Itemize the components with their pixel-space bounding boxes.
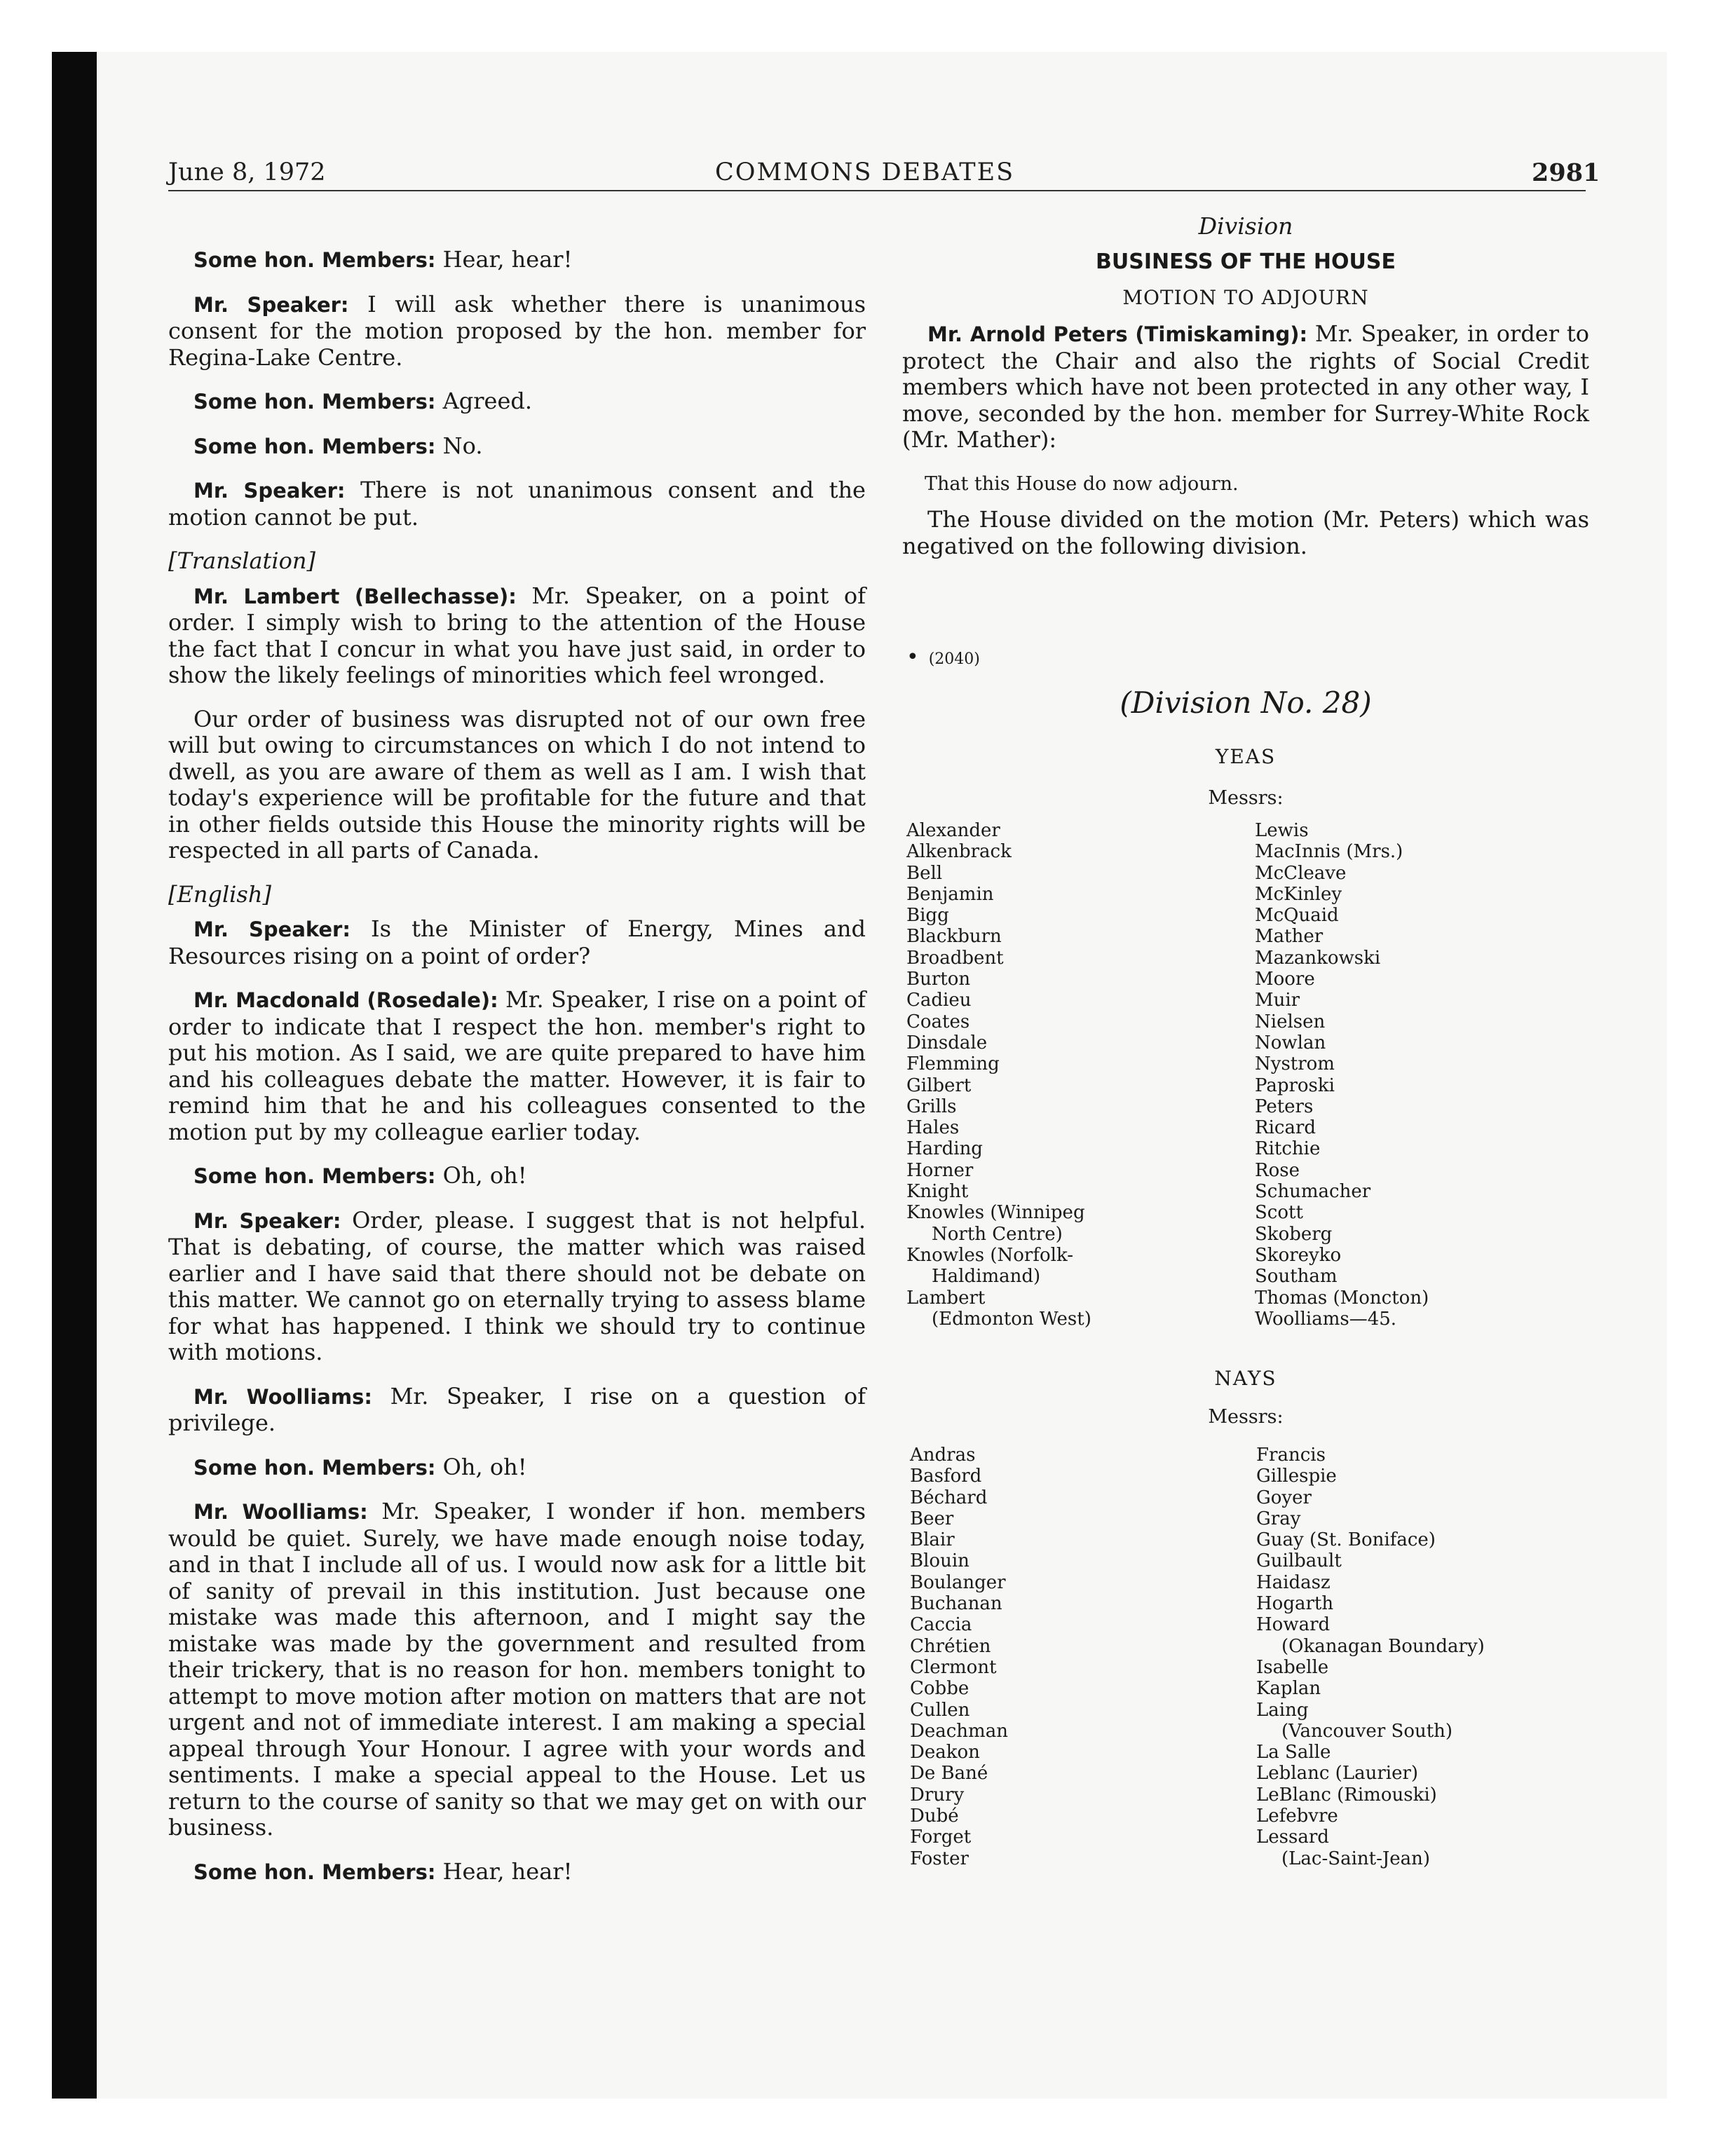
speech-text: Oh, oh! (435, 1162, 527, 1189)
member-name: Deachman (910, 1720, 1008, 1742)
member-name: Woolliams—45. (1255, 1308, 1397, 1330)
member-name: Haidasz (1256, 1571, 1331, 1593)
member-name: McQuaid (1255, 905, 1339, 927)
speech-paragraph (168, 707, 866, 864)
language-tag: [English] (168, 880, 271, 908)
member-name: Deakon (910, 1742, 980, 1763)
member-name: Southam (1255, 1266, 1338, 1288)
member-name: Dubé (910, 1806, 959, 1827)
speech-paragraph (168, 247, 866, 274)
speech-paragraph (168, 433, 866, 460)
member-name: Alkenbrack (906, 841, 1012, 863)
motion-text: That this House do now adjourn. (925, 472, 1239, 495)
left-column (168, 247, 866, 1903)
member-name: Leblanc (Laurier) (1256, 1763, 1419, 1785)
speech-paragraph (168, 1208, 866, 1366)
member-name: Nielsen (1255, 1011, 1326, 1032)
division-result: The House divided on the motion (Mr. Peters) which was negatived on the following division. (902, 506, 1589, 559)
speech-paragraph (168, 987, 866, 1145)
header-rule (168, 190, 1586, 191)
member-name: Boulanger (910, 1571, 1006, 1593)
member-name: Andras (910, 1445, 976, 1466)
member-name: Blair (910, 1529, 955, 1551)
speech-text: No. (435, 432, 483, 459)
speaker-name: Some hon. Members: (193, 434, 436, 458)
member-name: McKinley (1255, 883, 1342, 905)
speech-paragraph (168, 1384, 866, 1437)
member-name: Hales (906, 1117, 960, 1139)
speaker-name: Mr. Woolliams: (193, 1384, 372, 1409)
member-name: Lewis (1255, 820, 1309, 841)
speech-text: Order, please. I suggest that is not helpful. That is debating, of course, the matter which was raised earlier and I have said that there should not be debate on this matter. We cannot go on eternally trying to assess blame for what has happened. I think we should try to continue with motions. (168, 1206, 866, 1365)
division-number: (Division No. 28) (1120, 685, 1372, 720)
member-name: Clermont (910, 1656, 997, 1678)
member-name: Bell (906, 862, 943, 884)
member-name: Mather (1255, 926, 1324, 948)
bullet-icon: • (906, 645, 919, 669)
member-name: Alexander (906, 820, 1000, 841)
member-name: Paproski (1255, 1074, 1335, 1096)
yeas-heading: YEAS (1215, 745, 1277, 768)
yeas-list-right (1255, 820, 1429, 1330)
speaker-name: Some hon. Members: (193, 1455, 436, 1480)
speaker-name: Some hon. Members: (193, 1860, 436, 1884)
speech-text: Mr. Speaker, I wonder if hon. members would be quiet. Surely, we have made enough noise today, and in that I include all of us. I would now ask for a little bit of sanity of prevail in this institution. Just because one mistake was made this afternoon, and I might say the mistake was made by the government and resulted from their trickery, that is no reason for hon. members tonight to attempt to move motion after motion on matters that are not urgent and not of immediate interest. I am making a special appeal through Your Honour. I agree with your words and sentiments. I make a special appeal to the House. Let us return to the course of sanity so that we may get on with our business. (168, 1498, 866, 1841)
member-name: Chrétien (910, 1635, 991, 1657)
member-name: Gray (1256, 1508, 1301, 1529)
member-name: Lessard (1256, 1827, 1329, 1848)
member-name: De Bané (910, 1763, 988, 1785)
division-heading: Division (1198, 212, 1293, 240)
speaker-name: Mr. Arnold Peters (Timiskaming): (927, 322, 1308, 346)
member-name: Béchard (910, 1487, 988, 1508)
member-name: Drury (910, 1784, 965, 1806)
yeas-list-left (906, 820, 1091, 1330)
speaker-name: Mr. Lambert (Bellechasse): (193, 584, 517, 608)
member-name: Francis (1256, 1445, 1326, 1466)
member-name: Beer (910, 1508, 954, 1529)
member-name: Bigg (906, 905, 949, 927)
speech-text: Oh, oh! (435, 1453, 527, 1480)
member-name: Skoreyko (1255, 1244, 1342, 1266)
member-name: Muir (1255, 990, 1300, 1011)
member-name: (Okanagan Boundary) (1281, 1635, 1485, 1657)
speaker-name: Mr. Woolliams: (193, 1500, 368, 1524)
scan-border (52, 52, 97, 2099)
member-name: Peters (1255, 1096, 1314, 1117)
member-name: Basford (910, 1466, 982, 1487)
member-name: Burton (906, 969, 971, 990)
member-name: Haldimand) (932, 1266, 1041, 1288)
member-name: Cadieu (906, 990, 972, 1011)
member-name: McCleave (1255, 862, 1347, 884)
speaker-name: Mr. Speaker: (193, 292, 349, 317)
member-name: La Salle (1256, 1742, 1331, 1763)
member-name: Horner (906, 1159, 974, 1181)
member-name: Isabelle (1256, 1656, 1329, 1678)
speaker-name: Mr. Speaker: (193, 917, 351, 941)
member-name: Cullen (910, 1699, 970, 1721)
nays-heading: NAYS (1214, 1367, 1277, 1390)
member-name: (Lac-Saint-Jean) (1281, 1848, 1431, 1869)
member-name: Blackburn (906, 926, 1002, 948)
member-name: Kaplan (1256, 1678, 1321, 1700)
speaker-name: Mr. Macdonald (Rosedale): (193, 988, 498, 1012)
member-name: LeBlanc (Rimouski) (1256, 1784, 1437, 1806)
member-name: Skoberg (1255, 1223, 1333, 1245)
member-name: Buchanan (910, 1593, 1002, 1615)
header-page-number: 2981 (1532, 158, 1600, 187)
speech-text: Mr. Speaker, I rise on a point of order to indicate that I respect the hon. member's right to put his motion. As I said, we are quite prepared to have him and his colleagues debate the matter. However, it is fair to remind him that he and his colleagues consented to the motion put by my colleague earlier today. (168, 986, 866, 1145)
speech-text: Mr. Speaker, I rise on a question of privilege. (168, 1382, 866, 1436)
member-name: Howard (1256, 1614, 1331, 1636)
member-name: Hogarth (1256, 1593, 1334, 1615)
speech-paragraph (168, 1859, 866, 1886)
speech-text: I will ask whether there is unanimous consent for the motion proposed by the hon. member for Regina-Lake Centre. (168, 290, 866, 371)
speech-paragraph (168, 292, 866, 371)
member-name: Rose (1255, 1159, 1300, 1181)
speaker-name: Some hon. Members: (193, 390, 436, 414)
speech-text: There is not unanimous consent and the motion cannot be put. (168, 477, 866, 531)
speech-text: Agreed. (435, 388, 533, 414)
member-name: (Edmonton West) (932, 1308, 1091, 1330)
member-name: Grills (906, 1096, 957, 1117)
speech-paragraph (168, 1454, 866, 1482)
speech-paragraph (168, 477, 866, 531)
speech-text: Our order of business was disrupted not of our own free will but owing to circumstances on which I do not intend to dwell, as you are aware of them as well as I am. I wish that today's experience will be profitable for the future and that in other fields outside this House the minority rights will be respected in all parts of Canada. (168, 705, 866, 864)
speech-text: Is the Minister of Energy, Mines and Resources rising on a point of order? (168, 915, 866, 969)
member-name: Guilbault (1256, 1550, 1342, 1572)
member-name: Lambert (906, 1287, 986, 1309)
member-name: Foster (910, 1848, 969, 1869)
member-name: Nowlan (1255, 1032, 1326, 1053)
member-name: Knowles (Norfolk- (906, 1244, 1074, 1266)
speaker-name: Some hon. Members: (193, 248, 436, 272)
speaker-name: Mr. Speaker: (193, 1208, 341, 1233)
member-name: Thomas (Moncton) (1255, 1287, 1429, 1309)
speech-text: Hear, hear! (435, 246, 573, 273)
member-name: Lefebvre (1256, 1806, 1338, 1827)
speech-paragraph (168, 1163, 866, 1190)
speech-paragraph (168, 916, 866, 969)
member-name: (Vancouver South) (1281, 1720, 1453, 1742)
member-name: Forget (910, 1827, 972, 1848)
time-marker-text: (2040) (928, 650, 980, 668)
member-name: Schumacher (1255, 1181, 1371, 1203)
speech-text: Hear, hear! (435, 1857, 573, 1885)
speech-text: Mr. Speaker, in order to protect the Chair and also the rights of Social Credit members which have not been protected in any other way, I move, seconded by the hon. member for Surrey-White Rock (Mr. Mather): (902, 320, 1590, 453)
member-name: Broadbent (906, 947, 1004, 969)
section-subtitle: MOTION TO ADJOURN (1122, 286, 1369, 309)
speech-paragraph (902, 321, 1589, 453)
time-marker (906, 645, 980, 669)
member-name: Knight (906, 1181, 969, 1203)
nays-list-left (910, 1445, 1008, 1869)
speech-paragraph (168, 1499, 866, 1841)
speaker-name: Mr. Speaker: (193, 479, 346, 503)
member-name: Knowles (Winnipeg (906, 1202, 1085, 1224)
member-name: Laing (1256, 1699, 1309, 1721)
member-name: Dinsdale (906, 1032, 988, 1053)
member-name: Moore (1255, 969, 1315, 990)
member-name: Ricard (1255, 1117, 1316, 1139)
speaker-name: Some hon. Members: (193, 1164, 436, 1188)
member-name: Harding (906, 1138, 983, 1160)
member-name: Guay (St. Boniface) (1256, 1529, 1436, 1551)
right-column (902, 213, 1589, 577)
member-name: Goyer (1256, 1487, 1312, 1508)
member-name: Nystrom (1255, 1053, 1335, 1075)
member-name: Gillespie (1256, 1466, 1337, 1487)
member-name: Mazankowski (1255, 947, 1381, 969)
nays-messrs: Messrs: (1208, 1406, 1284, 1428)
section-title: BUSINESS OF THE HOUSE (1096, 250, 1396, 274)
member-name: Blouin (910, 1550, 969, 1572)
header-date: June 8, 1972 (168, 158, 326, 186)
member-name: Caccia (910, 1614, 972, 1636)
member-name: North Centre) (932, 1223, 1063, 1245)
member-name: Benjamin (906, 883, 994, 905)
member-name: Gilbert (906, 1074, 972, 1096)
speech-paragraph (168, 583, 866, 689)
yeas-messrs: Messrs: (1208, 787, 1284, 809)
member-name: Ritchie (1255, 1138, 1321, 1160)
member-name: MacInnis (Mrs.) (1255, 841, 1403, 863)
header-title: COMMONS DEBATES (715, 158, 1015, 186)
member-name: Coates (906, 1011, 970, 1032)
member-name: Cobbe (910, 1678, 969, 1700)
nays-list-right (1256, 1445, 1485, 1869)
member-name: Scott (1255, 1202, 1303, 1224)
member-name: Flemming (906, 1053, 1000, 1075)
speech-text: Mr. Speaker, on a point of order. I simply wish to bring to the attention of the House the fact that I concur in what you have just said, in order to show the likely feelings of minorities which feel wronged. (168, 582, 866, 688)
speech-paragraph (168, 388, 866, 416)
language-tag: [Translation] (168, 547, 315, 574)
